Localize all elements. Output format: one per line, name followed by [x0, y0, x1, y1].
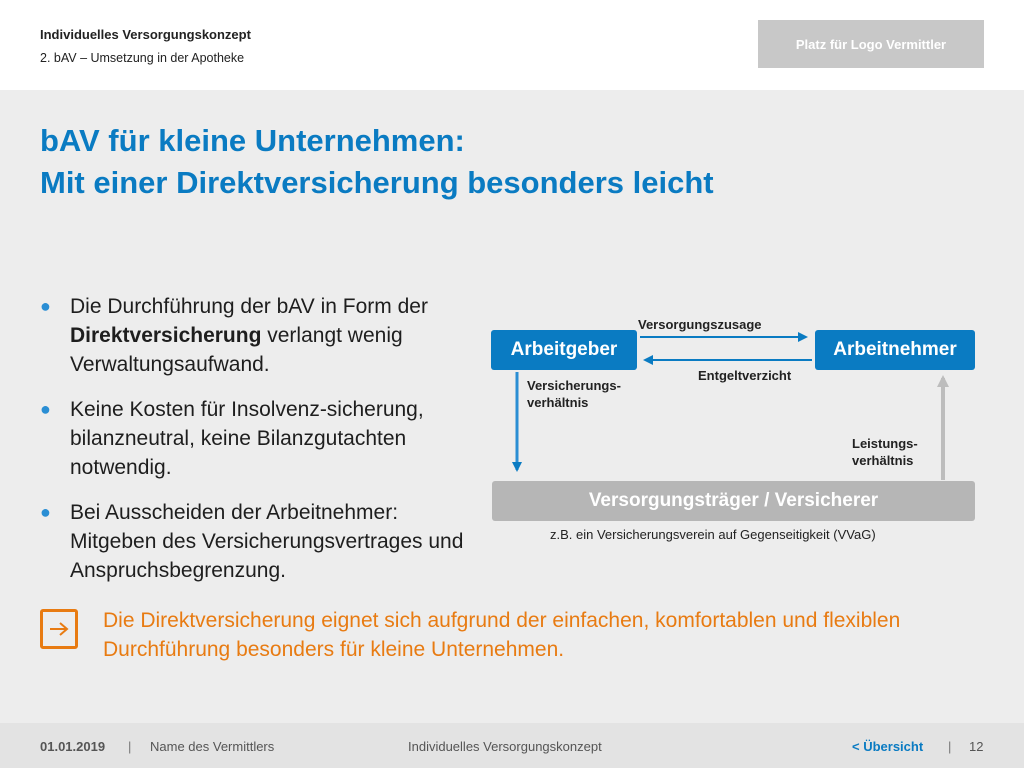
- bullet-dot-icon: ●: [40, 502, 51, 522]
- label-versicherungsverhaeltnis-line1: Versicherungs-: [527, 378, 621, 393]
- label-entgeltverzicht: Entgeltverzicht: [698, 368, 792, 383]
- footer-agent-name: Name des Vermittlers: [150, 739, 275, 754]
- page-number: 12: [969, 739, 984, 754]
- label-leistungsverhaeltnis-line2: verhältnis: [852, 453, 914, 468]
- footer: [0, 723, 1024, 768]
- bullet-text-post: verlangt wenig Verwaltungsaufwand.: [70, 324, 403, 376]
- overview-link[interactable]: < Übersicht: [852, 739, 924, 754]
- footer-separator: |: [948, 739, 952, 754]
- label-versicherungsverhaeltnis: [527, 377, 657, 411]
- versorgungstraeger-box: Versorgungsträger / Versicherer: [492, 481, 975, 521]
- label-versorgungszusage: Versorgungszusage: [638, 317, 762, 332]
- footer-separator: |: [128, 739, 132, 754]
- bullet-text-bold: Direktversicherung: [70, 324, 262, 347]
- label-leistungsverhaeltnis-line1: Leistungs-: [852, 436, 918, 451]
- arbeitgeber-box: Arbeitgeber: [491, 330, 637, 370]
- arrow-right-box-icon: [40, 609, 78, 649]
- header-subtitle: 2. bAV – Umsetzung in der Apotheke: [40, 51, 245, 65]
- page-title-line1: bAV für kleine Unternehmen:: [40, 123, 465, 158]
- label-leistungsverhaeltnis: [852, 435, 952, 469]
- arrow-right-glyph: [47, 619, 71, 639]
- footer-concept: Individuelles Versorgungskonzept: [408, 739, 602, 754]
- footer-date: 01.01.2019: [40, 739, 106, 754]
- versorgungstraeger-note: z.B. ein Versicherungsverein auf Gegenseitigkeit (VVaG): [550, 527, 876, 542]
- page-title-line2: Mit einer Direktversicherung besonders leicht: [40, 165, 714, 200]
- bullet-text-pre: Die Durchführung der bAV in Form der: [70, 295, 428, 318]
- bullet-text: Keine Kosten für Insolvenz-sicherung, bilanzneutral, keine Bilanzgutachten notwendig.: [70, 398, 424, 479]
- arbeitnehmer-box: Arbeitnehmer: [815, 330, 975, 370]
- bullet-dot-icon: ●: [40, 399, 51, 419]
- logo-placeholder: Platz für Logo Vermittler: [758, 20, 984, 68]
- header-concept-title: Individuelles Versorgungskonzept: [40, 27, 251, 42]
- label-versicherungsverhaeltnis-line2: verhältnis: [527, 395, 589, 410]
- bullet-text: Bei Ausscheiden der Arbeitnehmer: Mitgeben des Versicherungsvertrages und Anspruchsbegrenzung.: [70, 501, 464, 582]
- bullet-dot-icon: ●: [40, 296, 51, 316]
- conclusion-text: Die Direktversicherung eignet sich aufgrund der einfachen, komfortablen und flexiblen Durchführung besonders für kleine Unternehmen.: [103, 609, 901, 661]
